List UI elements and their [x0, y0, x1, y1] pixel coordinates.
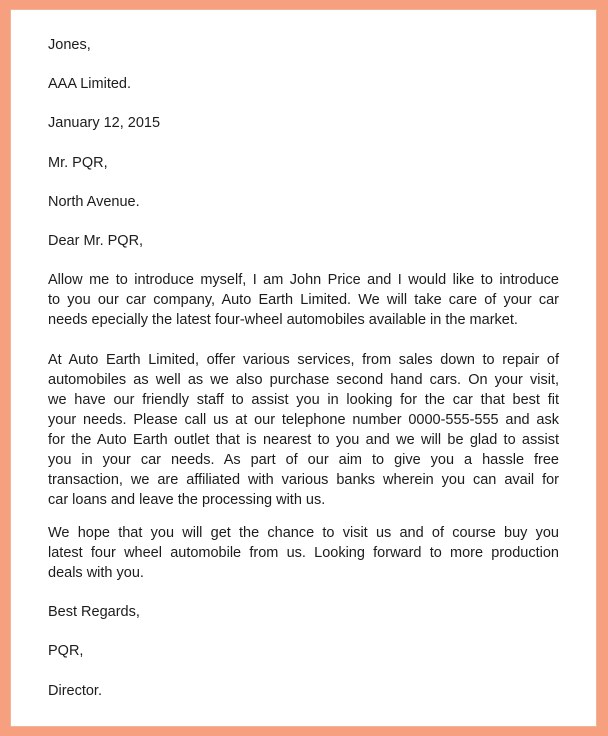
paragraph-line: you in your car needs. As part of our aim to give you a hassle free: [48, 452, 559, 468]
paragraph-line: automobiles as well as we also purchase second hand cars. On your visit,: [48, 372, 559, 388]
paragraph-line: to you our car company, Auto Earth Limited. We will take care of your car: [48, 292, 559, 308]
company-name: AAA Limited.: [48, 76, 132, 92]
signer-name: PQR,: [48, 643, 84, 659]
signer-title: Director.: [48, 683, 102, 699]
paragraph-line: your needs. Please call us at our telephone number 0000-555-555 and ask: [48, 412, 559, 428]
paragraph-closing: [48, 523, 559, 583]
paragraph-line: transaction, we are affiliated with various banks wherein you can avail for: [48, 472, 559, 488]
paragraph-line: We hope that you will get the chance to visit us and of course buy you: [48, 525, 559, 541]
paragraph-introduction: [48, 270, 559, 330]
recipient-address: North Avenue.: [48, 194, 140, 210]
paragraph-line: for the Auto Earth outlet that is nearest to you and we will be glad to assist: [48, 432, 559, 448]
letter-date: January 12, 2015: [48, 115, 161, 131]
paragraph-line: deals with you.: [48, 565, 144, 581]
sender-name: Jones,: [48, 37, 91, 53]
paragraph-line: Allow me to introduce myself, I am John Price and I would like to introduce: [48, 272, 559, 288]
paragraph-line: latest four wheel automobile from us. Looking forward to more production: [48, 545, 559, 561]
letter-page: [10, 9, 597, 727]
paragraph-line: At Auto Earth Limited, offer various services, from sales down to repair of: [48, 352, 559, 368]
salutation: Dear Mr. PQR,: [48, 233, 144, 249]
recipient-name: Mr. PQR,: [48, 155, 108, 171]
paragraph-services: [48, 350, 559, 510]
paragraph-line: we have our friendly staff to assist you in looking for the car that best fit: [48, 392, 559, 408]
paragraph-line: needs epecially the latest four-wheel automobiles available in the market.: [48, 312, 518, 328]
closing: Best Regards,: [48, 604, 140, 620]
paragraph-line: car loans and leave the processing with us.: [48, 492, 326, 508]
